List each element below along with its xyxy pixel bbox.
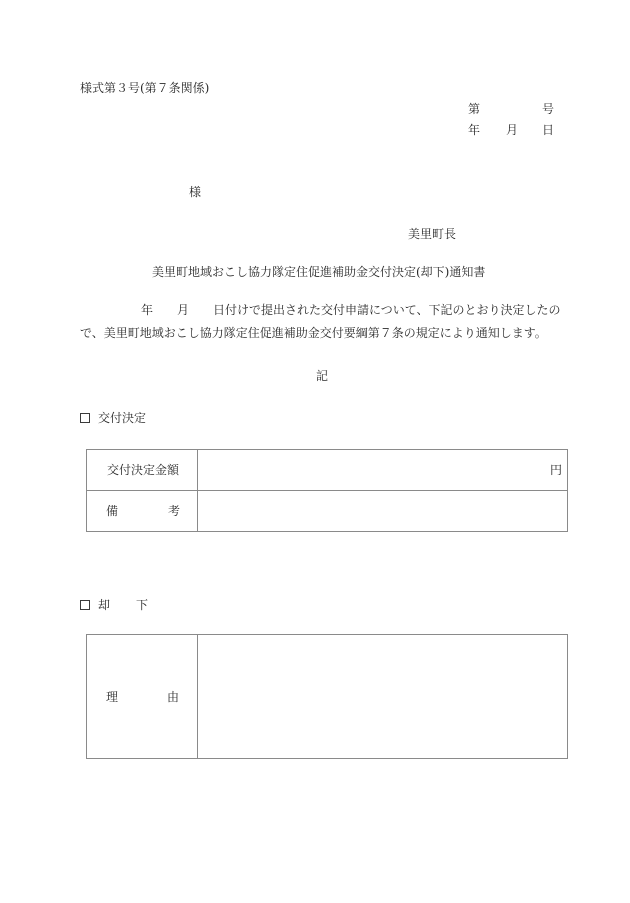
yen-unit: 円	[550, 463, 563, 477]
amount-label: 交付決定金額	[107, 463, 180, 477]
reject-option[interactable]	[80, 597, 110, 613]
ki-marker: 記	[316, 369, 329, 383]
doc-number-prefix: 第	[468, 102, 481, 116]
remarks-field[interactable]	[200, 492, 564, 529]
date-year: 年	[468, 123, 481, 137]
date-month: 月	[506, 123, 519, 137]
body-line2: で、美里町地域おこし協力隊定住促進補助金交付要綱第７条の規定により通知します。	[80, 326, 547, 340]
reject-label-left: 却	[98, 598, 111, 612]
amount-field[interactable]	[200, 451, 556, 488]
approve-checkbox[interactable]	[80, 413, 90, 423]
reject-checkbox[interactable]	[80, 600, 90, 610]
addressee-honorific: 様	[189, 185, 202, 199]
body-line1: 日付けで提出された交付申請について、下記のとおり決定したの	[213, 303, 561, 317]
form-number: 様式第３号(第７条関係)	[80, 81, 210, 95]
document-title: 美里町地域おこし協力隊定住促進補助金交付決定(却下)通知書	[152, 265, 486, 279]
issuer-name: 美里町長	[408, 227, 457, 241]
doc-number-suffix: 号	[542, 102, 555, 116]
date-day: 日	[542, 123, 555, 137]
body-month: 月	[177, 303, 190, 317]
approve-table-row-divider	[86, 490, 568, 491]
reject-label-right: 下	[136, 598, 149, 612]
approve-label: 交付決定	[98, 411, 147, 425]
approve-option[interactable]	[80, 410, 146, 426]
reason-field[interactable]	[200, 637, 564, 756]
reason-label-right: 由	[167, 690, 180, 704]
reason-label-left: 理	[106, 690, 119, 704]
body-year: 年	[141, 303, 154, 317]
remarks-label-right: 考	[168, 504, 181, 518]
reject-table-column-divider	[197, 634, 198, 759]
remarks-label-left: 備	[106, 504, 119, 518]
